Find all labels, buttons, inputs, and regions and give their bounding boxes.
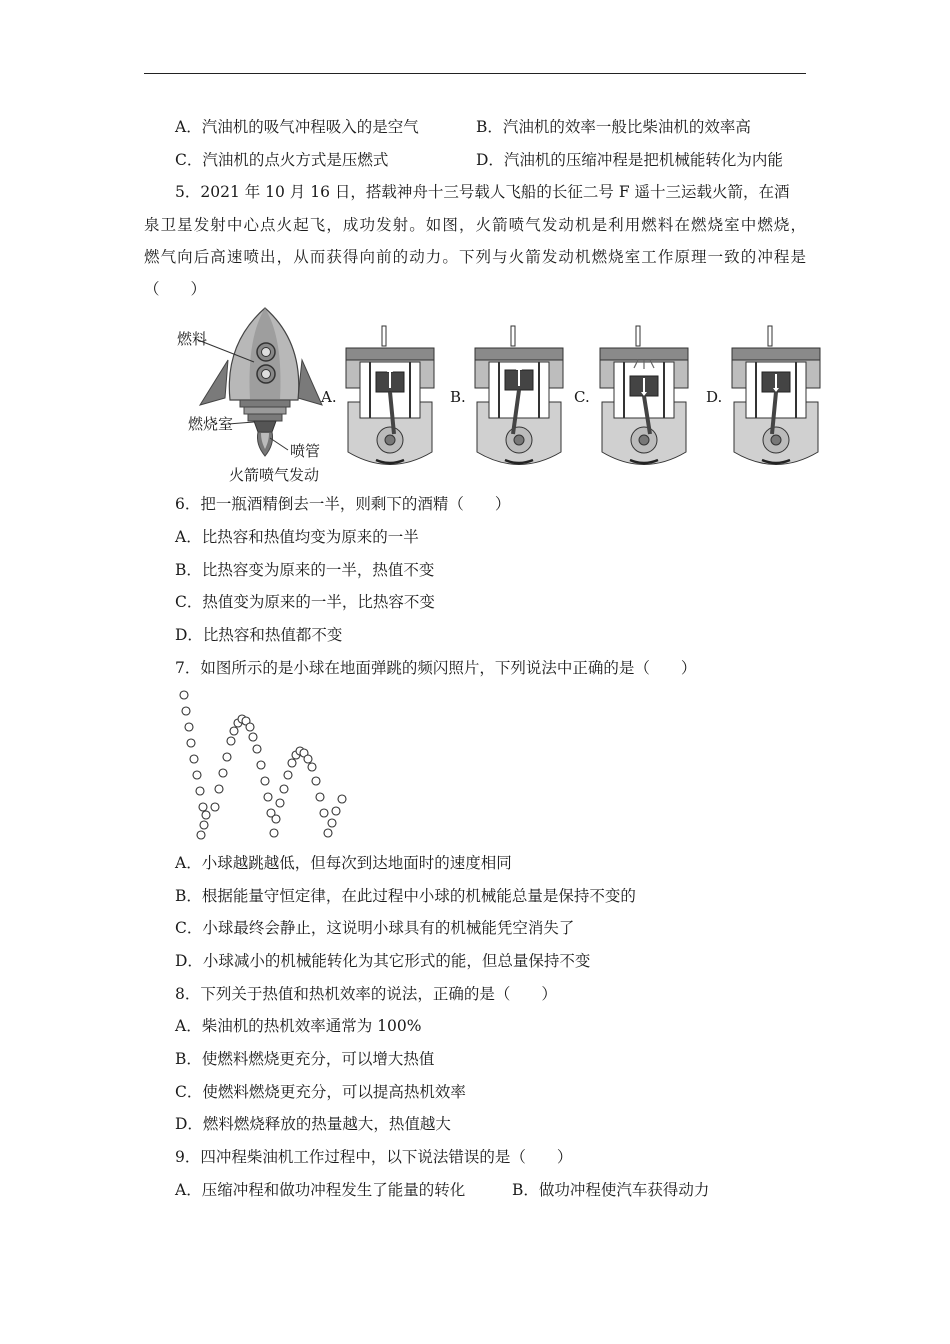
engine-b-body (475, 326, 563, 465)
q5-stem-line3: 燃气向后高速喷出，从而获得向前的动力。下列与火箭发动机燃烧室工作原理一致的冲程是 (144, 248, 806, 266)
ball-position (324, 829, 332, 837)
ball-position (308, 763, 316, 771)
engine-option-c-label: C. (574, 388, 590, 406)
engine-c-body (600, 326, 688, 465)
ball-position (202, 811, 210, 819)
q7-option-c: C．小球最终会静止，这说明小球具有的机械能凭空消失了 (175, 919, 575, 937)
rocket-illustration (170, 300, 330, 490)
q5-stem-line2: 泉卫星发射中心点火起飞，成功发射。如图，火箭喷气发动机是利用燃料在燃烧室中燃烧， (144, 216, 806, 234)
q7-option-a: A．小球越跳越低，但每次到达地面时的速度相同 (175, 854, 512, 872)
ball-position (187, 739, 195, 747)
q6-option-a: A．比热容和热值均变为原来的一半 (175, 528, 419, 546)
q9-stem: 9．四冲程柴油机工作过程中，以下说法错误的是（ ） (175, 1148, 573, 1166)
ball-position (316, 793, 324, 801)
ball-position (328, 819, 336, 827)
ball-position (219, 769, 227, 777)
q7-stem: 7．如图所示的是小球在地面弹跳的频闪照片，下列说法中正确的是（ ） (175, 659, 697, 677)
ball-position (199, 803, 207, 811)
ball-position (190, 755, 198, 763)
ball-position (288, 759, 296, 767)
ball-position (270, 829, 278, 837)
ball-position (249, 733, 257, 741)
q9-option-b: B．做功冲程使汽车获得动力 (512, 1181, 710, 1199)
ball-position (280, 785, 288, 793)
ball-position (338, 795, 346, 803)
bouncing-ball-photo (170, 685, 360, 845)
q8-stem: 8．下列关于热值和热机效率的说法，正确的是（ ） (175, 985, 557, 1003)
ball-position (211, 803, 219, 811)
ball-position (200, 821, 208, 829)
ball-position (320, 809, 328, 817)
q6-stem: 6．把一瓶酒精倒去一半，则剩下的酒精（ ） (175, 495, 511, 513)
engine-diagram-a (340, 322, 440, 472)
ball-position (264, 793, 272, 801)
label-combustion-chamber: 燃烧室 (188, 415, 234, 433)
ball-position (257, 761, 265, 769)
q8-option-c: C．使燃料燃烧更充分，可以提高热机效率 (175, 1083, 466, 1101)
ball-position (312, 777, 320, 785)
engine-a-body (346, 326, 434, 465)
ball-position (284, 771, 292, 779)
ball-position (185, 723, 193, 731)
ball-position (272, 815, 280, 823)
q7-option-b: B．根据能量守恒定律，在此过程中小球的机械能总量是保持不变的 (175, 887, 636, 905)
engine-option-d-label: D. (706, 388, 723, 406)
engine-diagram-c (594, 322, 694, 472)
ball-position (227, 737, 235, 745)
q4-option-a: A．汽油机的吸气冲程吸入的是空气 (175, 118, 419, 136)
engine-option-b-label: B. (450, 388, 466, 406)
q6-option-b: B．比热容变为原来的一半，热值不变 (175, 561, 435, 579)
ball-position (230, 727, 238, 735)
rocket-figure (170, 300, 330, 490)
engine-option-a-label: A. (321, 388, 337, 406)
ball-position (223, 753, 231, 761)
ball-position (215, 785, 223, 793)
q5-stem-line4: （ ） (144, 280, 207, 298)
q8-option-a: A．柴油机的热机效率通常为 100% (175, 1017, 422, 1035)
q6-option-c: C．热值变为原来的一半，比热容不变 (175, 593, 435, 611)
q4-option-d: D．汽油机的压缩冲程是把机械能转化为内能 (476, 151, 783, 169)
q4-option-c: C．汽油机的点火方式是压燃式 (175, 151, 389, 169)
figure-caption: 火箭喷气发动 (229, 466, 320, 484)
ball-position (182, 707, 190, 715)
engine-diagram-b (469, 322, 569, 472)
ball-position (197, 831, 205, 839)
ball-position (261, 777, 269, 785)
ball-position (180, 691, 188, 699)
label-nozzle: 喷管 (290, 442, 321, 460)
ball-position (196, 787, 204, 795)
q6-option-d: D．比热容和热值都不变 (175, 626, 343, 644)
engine-diagram-d (726, 322, 826, 472)
ball-position (332, 807, 340, 815)
q8-option-b: B．使燃料燃烧更充分，可以增大热值 (175, 1050, 435, 1068)
q4-option-b: B．汽油机的效率一般比柴油机的效率高 (476, 118, 751, 136)
ball-position (276, 799, 284, 807)
label-fuel: 燃料 (177, 330, 208, 348)
header-rule (144, 73, 806, 74)
ball-position (193, 771, 201, 779)
q8-option-d: D．燃料燃烧释放的热量越大，热值越大 (175, 1115, 451, 1133)
q7-option-d: D．小球减小的机械能转化为其它形式的能，但总量保持不变 (175, 952, 591, 970)
q5-stem-line1: 5．2021 年 10 月 16 日，搭载神舟十三号载人飞船的长征二号 F 遥十三运载火箭，在酒 (175, 183, 790, 201)
ball-position (246, 723, 254, 731)
engine-d-body (732, 326, 820, 465)
ball-position (304, 755, 312, 763)
q9-option-a: A．压缩冲程和做功冲程发生了能量的转化 (175, 1181, 466, 1199)
ball-position (253, 745, 261, 753)
